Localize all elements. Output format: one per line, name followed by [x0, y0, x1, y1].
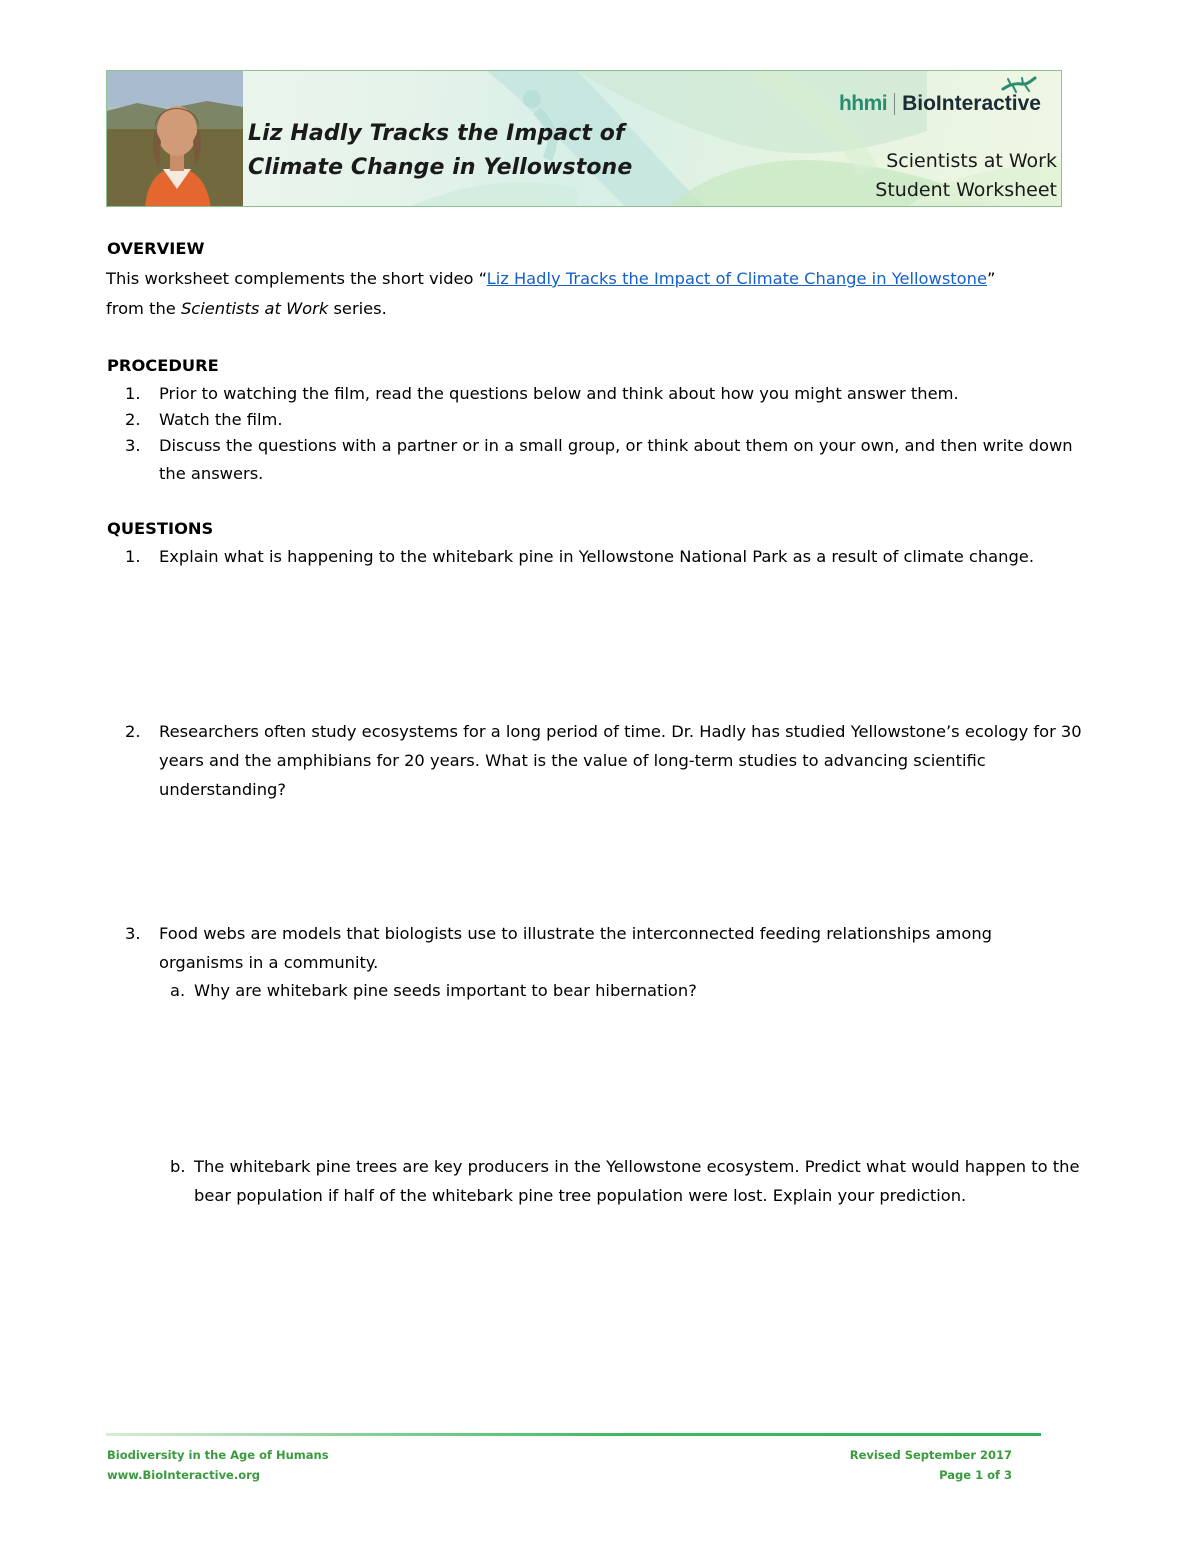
logo-hhmi: hhmi [838, 92, 888, 115]
sub-question-text: Why are whitebark pine seeds important to bear hibernation? [194, 981, 697, 1000]
footer-page-number: Page 1 of 3 [939, 1468, 1012, 1482]
procedure-item [107, 432, 1107, 488]
overview-line-1 [106, 265, 1106, 293]
question-text: Explain what is happening to the whitebark pine in Yellowstone National Park as a result of climate change. [159, 547, 1034, 566]
title-line-2: Climate Change in Yellowstone [248, 155, 633, 180]
footer-unit-name: Biodiversity in the Age of Humans [107, 1448, 329, 1462]
logo-biointeractive: BioInteractive [902, 92, 1041, 115]
sub-question-letter: a. [170, 981, 186, 1000]
procedure-text: Watch the film. [159, 410, 283, 429]
question-item [107, 919, 1107, 977]
procedure-item [107, 406, 1107, 434]
questions-heading: QUESTIONS [107, 519, 214, 538]
series-line-2: Student Worksheet [875, 179, 1057, 201]
question-text: Researchers often study ecosystems for a long period of time. Dr. Hadly has studied Yellowstone’s ecology for 30 years and the amphibians for 20 years. What is the value of long-term studies to advancing scientific understanding? [159, 722, 1082, 799]
footer-website: www.BioInteractive.org [107, 1468, 261, 1482]
sub-question-letter: b. [170, 1157, 186, 1176]
scientist-photo [107, 71, 243, 207]
footer-divider [106, 1433, 1041, 1436]
sub-question-item [170, 1152, 1110, 1210]
hhmi-biointeractive-logo [839, 92, 1041, 116]
header-banner [106, 70, 1062, 207]
overview-series-name: Scientists at Work [180, 299, 329, 318]
overview-series-suffix: series. [328, 299, 387, 318]
question-item [107, 543, 1107, 571]
series-line-1: Scientists at Work [886, 150, 1057, 172]
scientist-portrait-illustration [107, 71, 243, 207]
sub-question-text: The whitebark pine trees are key producers in the Yellowstone ecosystem. Predict what would happen to the bear population if half of the whitebark pine tree population were lost. Explain your prediction. [194, 1157, 1080, 1205]
procedure-heading: PROCEDURE [107, 356, 219, 375]
question-item [107, 717, 1107, 804]
overview-heading: OVERVIEW [107, 239, 205, 258]
overview-line-2 [106, 295, 1106, 323]
title-line-1: Liz Hadly Tracks the Impact of [248, 121, 625, 146]
footer-revised-date: Revised September 2017 [849, 1448, 1012, 1462]
video-link[interactable]: Liz Hadly Tracks the Impact of Climate Change in Yellowstone [486, 269, 987, 288]
question-text: Food webs are models that biologists use to illustrate the interconnected feeding relationships among organisms in a community. [159, 924, 993, 972]
logo-divider [894, 93, 895, 115]
series-label [875, 147, 1057, 205]
question-number: 3. [125, 924, 141, 943]
procedure-number: 1. [125, 384, 141, 403]
procedure-number: 3. [125, 436, 141, 455]
question-number: 1. [125, 547, 141, 566]
overview-text-after: ” [986, 269, 996, 288]
procedure-item [107, 380, 1107, 408]
question-number: 2. [125, 722, 141, 741]
overview-text-before: This worksheet complements the short video “ [106, 269, 487, 288]
procedure-number: 2. [125, 410, 141, 429]
overview-text [106, 265, 1106, 323]
sub-question-item [170, 977, 1110, 1005]
procedure-text: Prior to watching the film, read the questions below and think about how you might answer them. [159, 384, 959, 403]
procedure-text: Discuss the questions with a partner or in a small group, or think about them on your own, and then write down the answers. [159, 436, 1073, 483]
worksheet-title [248, 117, 632, 185]
overview-from: from the [106, 299, 181, 318]
